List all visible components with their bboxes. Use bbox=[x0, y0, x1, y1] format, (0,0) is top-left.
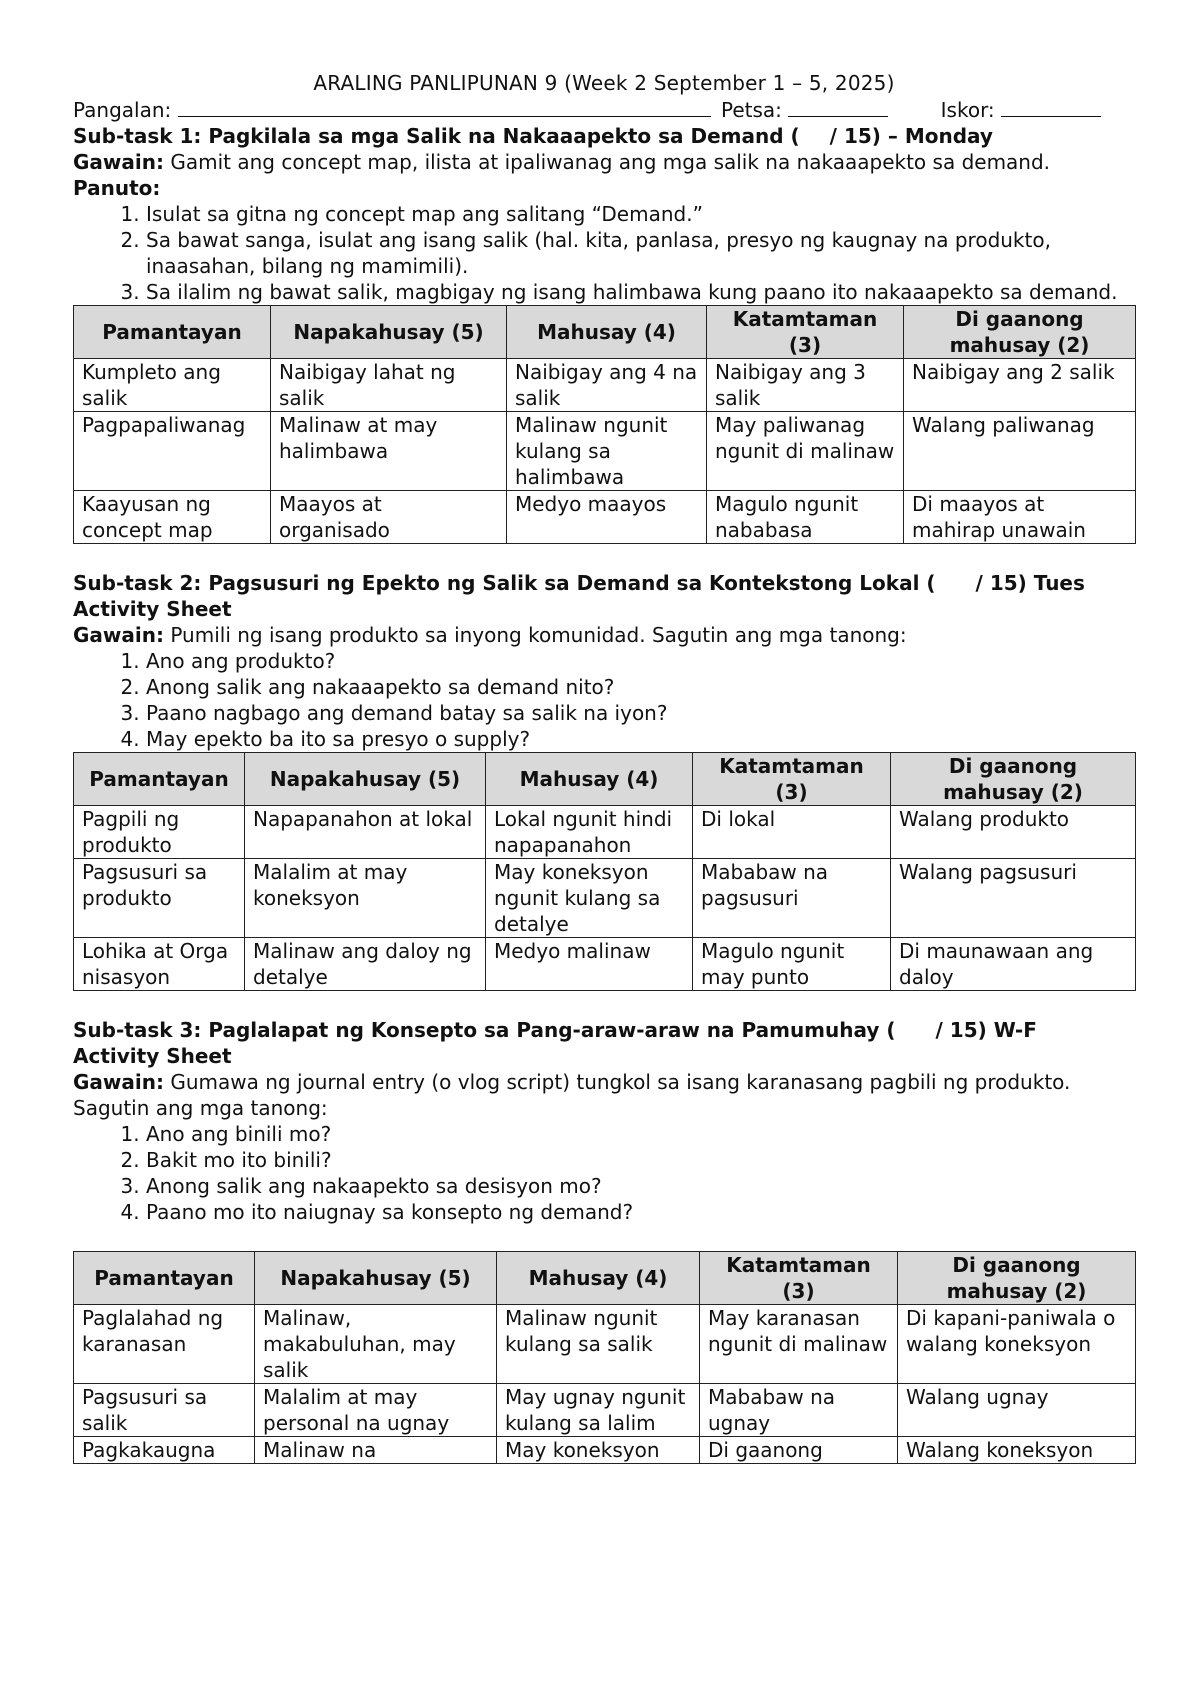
subtask3-rubric-table bbox=[73, 1251, 1136, 1464]
list-item: 1. Ano ang binili mo? bbox=[146, 1121, 1135, 1147]
subtask3-title-start: Sub-task 3: Paglalapat ng Konsepto sa Pang-araw-araw na Pamumuhay ( bbox=[73, 1018, 896, 1042]
subtask1-instructions bbox=[73, 149, 1135, 201]
table-cell: Kumpleto ang salik bbox=[74, 359, 271, 412]
header-cell: Mahusay (4) bbox=[507, 306, 707, 359]
table-cell: Malinaw ngunit kulang sa salik bbox=[497, 1305, 700, 1384]
header-fields bbox=[73, 96, 1135, 123]
table-cell: Walang ugnay bbox=[898, 1384, 1136, 1437]
subtask1-heading bbox=[73, 123, 1135, 149]
table-cell: Di maunawaan ang daloy bbox=[891, 938, 1136, 991]
table-cell: Malinaw ngunit kulang sa halimbawa bbox=[507, 412, 707, 491]
list-item: 2. Bakit mo ito binili? bbox=[146, 1147, 1135, 1173]
header-cell: Mahusay (4) bbox=[497, 1252, 700, 1305]
gawain-text: Gamit ang concept map, ilista at ipaliwanag ang mga salik na nakaaapekto sa demand. bbox=[163, 150, 1051, 174]
header-cell: Napakahusay (5) bbox=[255, 1252, 497, 1305]
header-cell: Pamantayan bbox=[74, 753, 245, 806]
table-cell: Di gaanong bbox=[700, 1437, 898, 1464]
name-blank[interactable] bbox=[178, 96, 711, 117]
table-cell: Malinaw, makabuluhan, may salik bbox=[255, 1305, 497, 1384]
table-cell: Malalim at may personal na ugnay bbox=[255, 1384, 497, 1437]
table-cell: May koneksyon ngunit kulang sa detalye bbox=[486, 859, 693, 938]
score-label: Iskor: bbox=[940, 98, 995, 122]
table-cell: Pagkakaugna bbox=[74, 1437, 255, 1464]
header-cell: Di gaanong mahusay (2) bbox=[891, 753, 1136, 806]
header-cell: Katamtaman (3) bbox=[707, 306, 904, 359]
list-item: 1. Isulat sa gitna ng concept map ang salitang “Demand.” bbox=[146, 201, 1135, 227]
table-cell: Pagsusuri sa salik bbox=[74, 1384, 255, 1437]
table-cell: Walang pagsusuri bbox=[891, 859, 1136, 938]
subtask2-title-start: Sub-task 2: Pagsusuri ng Epekto ng Salik sa Demand sa Kontekstong Lokal ( bbox=[73, 571, 936, 595]
table-cell: Maayos at organisado bbox=[271, 491, 507, 544]
table-cell: Mababaw na pagsusuri bbox=[693, 859, 891, 938]
table-cell: May ugnay ngunit kulang sa lalim bbox=[497, 1384, 700, 1437]
subtask3-questions bbox=[73, 1121, 1135, 1225]
table-row bbox=[74, 412, 1136, 491]
table-cell: Medyo maayos bbox=[507, 491, 707, 544]
panuto-label: Panuto: bbox=[73, 176, 161, 200]
table-cell: Lokal ngunit hindi napapanahon bbox=[486, 806, 693, 859]
header-cell: Di gaanong mahusay (2) bbox=[898, 1252, 1136, 1305]
table-cell: Medyo malinaw bbox=[486, 938, 693, 991]
gawain-label: Gawain: bbox=[73, 150, 164, 174]
table-header-row bbox=[74, 1252, 1136, 1305]
table-row bbox=[74, 806, 1136, 859]
table-cell: Malalim at may koneksyon bbox=[245, 859, 486, 938]
table-cell: Magulo ngunit may punto bbox=[693, 938, 891, 991]
header-cell: Napakahusay (5) bbox=[245, 753, 486, 806]
subtask3-activity-label: Activity Sheet bbox=[73, 1044, 232, 1068]
table-cell: Di lokal bbox=[693, 806, 891, 859]
list-item: 3. Paano nagbago ang demand batay sa salik na iyon? bbox=[146, 700, 1135, 726]
gawain-label: Gawain: bbox=[73, 1070, 164, 1094]
table-cell: Naibigay ang 3 salik bbox=[707, 359, 904, 412]
table-cell: May karanasan ngunit di malinaw bbox=[700, 1305, 898, 1384]
gawain-label: Gawain: bbox=[73, 623, 164, 647]
subtask1-title-start: Sub-task 1: Pagkilala sa mga Salik na Nakaaapekto sa Demand ( bbox=[73, 124, 800, 148]
table-cell: Di maayos at mahirap unawain bbox=[904, 491, 1136, 544]
subtask1-steps bbox=[73, 201, 1135, 305]
table-cell: Napapanahon at lokal bbox=[245, 806, 486, 859]
table-cell: Lohika at Organisasyon bbox=[74, 938, 245, 991]
table-cell: Walang produkto bbox=[891, 806, 1136, 859]
list-item: 3. Sa ilalim ng bawat salik, magbigay ng isang halimbawa kung paano ito nakaaapekto sa demand. bbox=[146, 279, 1135, 305]
list-item: 3. Anong salik ang nakaapekto sa desisyon mo? bbox=[146, 1173, 1135, 1199]
table-cell: Malinaw at may halimbawa bbox=[271, 412, 507, 491]
table-row bbox=[74, 491, 1136, 544]
table-row bbox=[74, 859, 1136, 938]
list-item: 4. Paano mo ito naiugnay sa konsepto ng demand? bbox=[146, 1199, 1135, 1225]
subtask1-title-end: / 15) – Monday bbox=[829, 124, 993, 148]
table-header-row bbox=[74, 306, 1136, 359]
table-cell: Magulo ngunit nababasa bbox=[707, 491, 904, 544]
subtask3-title-end: / 15) W-F bbox=[935, 1018, 1037, 1042]
table-cell: Naibigay ang 2 salik bbox=[904, 359, 1136, 412]
table-cell: Mababaw na ugnay bbox=[700, 1384, 898, 1437]
table-row bbox=[74, 1305, 1136, 1384]
subtask2-rubric-table bbox=[73, 752, 1136, 991]
subtask3-heading bbox=[73, 1017, 1135, 1043]
subtask1-rubric-table bbox=[73, 305, 1136, 544]
table-cell: Pagsusuri sa produkto bbox=[74, 859, 245, 938]
worksheet-title: ARALING PANLIPUNAN 9 (Week 2 September 1 – 5, 2025) bbox=[313, 71, 895, 95]
table-row bbox=[74, 1437, 1136, 1464]
gawain-text: Gumawa ng journal entry (o vlog script) tungkol sa isang karanasang pagbili ng produkto. Sagutin ang mga tanong: bbox=[73, 1070, 1071, 1120]
subtask2-questions bbox=[73, 648, 1135, 752]
list-item: 2. Anong salik ang nakaaapekto sa demand nito? bbox=[146, 674, 1135, 700]
header-cell: Pamantayan bbox=[74, 1252, 255, 1305]
table-cell: May koneksyon bbox=[497, 1437, 700, 1464]
list-item: 2. Sa bawat sanga, isulat ang isang salik (hal. kita, panlasa, presyo ng kaugnay na produkto, inaasahan, bilang ng mamimili). bbox=[146, 227, 1135, 279]
table-cell: Pagpapaliwanag bbox=[74, 412, 271, 491]
header-cell: Mahusay (4) bbox=[486, 753, 693, 806]
date-blank[interactable] bbox=[788, 96, 888, 117]
table-row bbox=[74, 938, 1136, 991]
header-cell: Katamtaman (3) bbox=[700, 1252, 898, 1305]
header-cell: Katamtaman (3) bbox=[693, 753, 891, 806]
table-cell: Pagpili ng produkto bbox=[74, 806, 245, 859]
subtask3-instructions bbox=[73, 1069, 1135, 1121]
table-cell: Naibigay ang 4 na salik bbox=[507, 359, 707, 412]
table-cell: Naibigay lahat ng salik bbox=[271, 359, 507, 412]
subtask2-heading bbox=[73, 570, 1135, 596]
table-cell: Paglalahad ng karanasan bbox=[74, 1305, 255, 1384]
table-cell: Kaayusan ng concept map bbox=[74, 491, 271, 544]
table-cell: Di kapani-paniwala o walang koneksyon bbox=[898, 1305, 1136, 1384]
table-row bbox=[74, 1384, 1136, 1437]
worksheet-page bbox=[73, 70, 1135, 1464]
subtask2-activity-label: Activity Sheet bbox=[73, 597, 232, 621]
list-item: 4. May epekto ba ito sa presyo o supply? bbox=[146, 726, 1135, 752]
table-cell: Malinaw ang daloy ng detalye bbox=[245, 938, 486, 991]
header-cell: Napakahusay (5) bbox=[271, 306, 507, 359]
table-cell: May paliwanag ngunit di malinaw bbox=[707, 412, 904, 491]
score-blank[interactable] bbox=[1001, 96, 1101, 117]
list-item: 1. Ano ang produkto? bbox=[146, 648, 1135, 674]
header-cell: Pamantayan bbox=[74, 306, 271, 359]
header-cell: Di gaanong mahusay (2) bbox=[904, 306, 1136, 359]
table-cell: Walang koneksyon bbox=[898, 1437, 1136, 1464]
table-cell: Walang paliwanag bbox=[904, 412, 1136, 491]
date-label: Petsa: bbox=[721, 98, 782, 122]
subtask2-title-end: / 15) Tues bbox=[975, 571, 1085, 595]
table-header-row bbox=[74, 753, 1136, 806]
name-label: Pangalan: bbox=[73, 98, 172, 122]
gawain-text: Pumili ng isang produkto sa inyong komunidad. Sagutin ang mga tanong: bbox=[163, 623, 907, 647]
table-row bbox=[74, 359, 1136, 412]
subtask2-instructions bbox=[73, 622, 1135, 648]
table-cell: Malinaw na bbox=[255, 1437, 497, 1464]
